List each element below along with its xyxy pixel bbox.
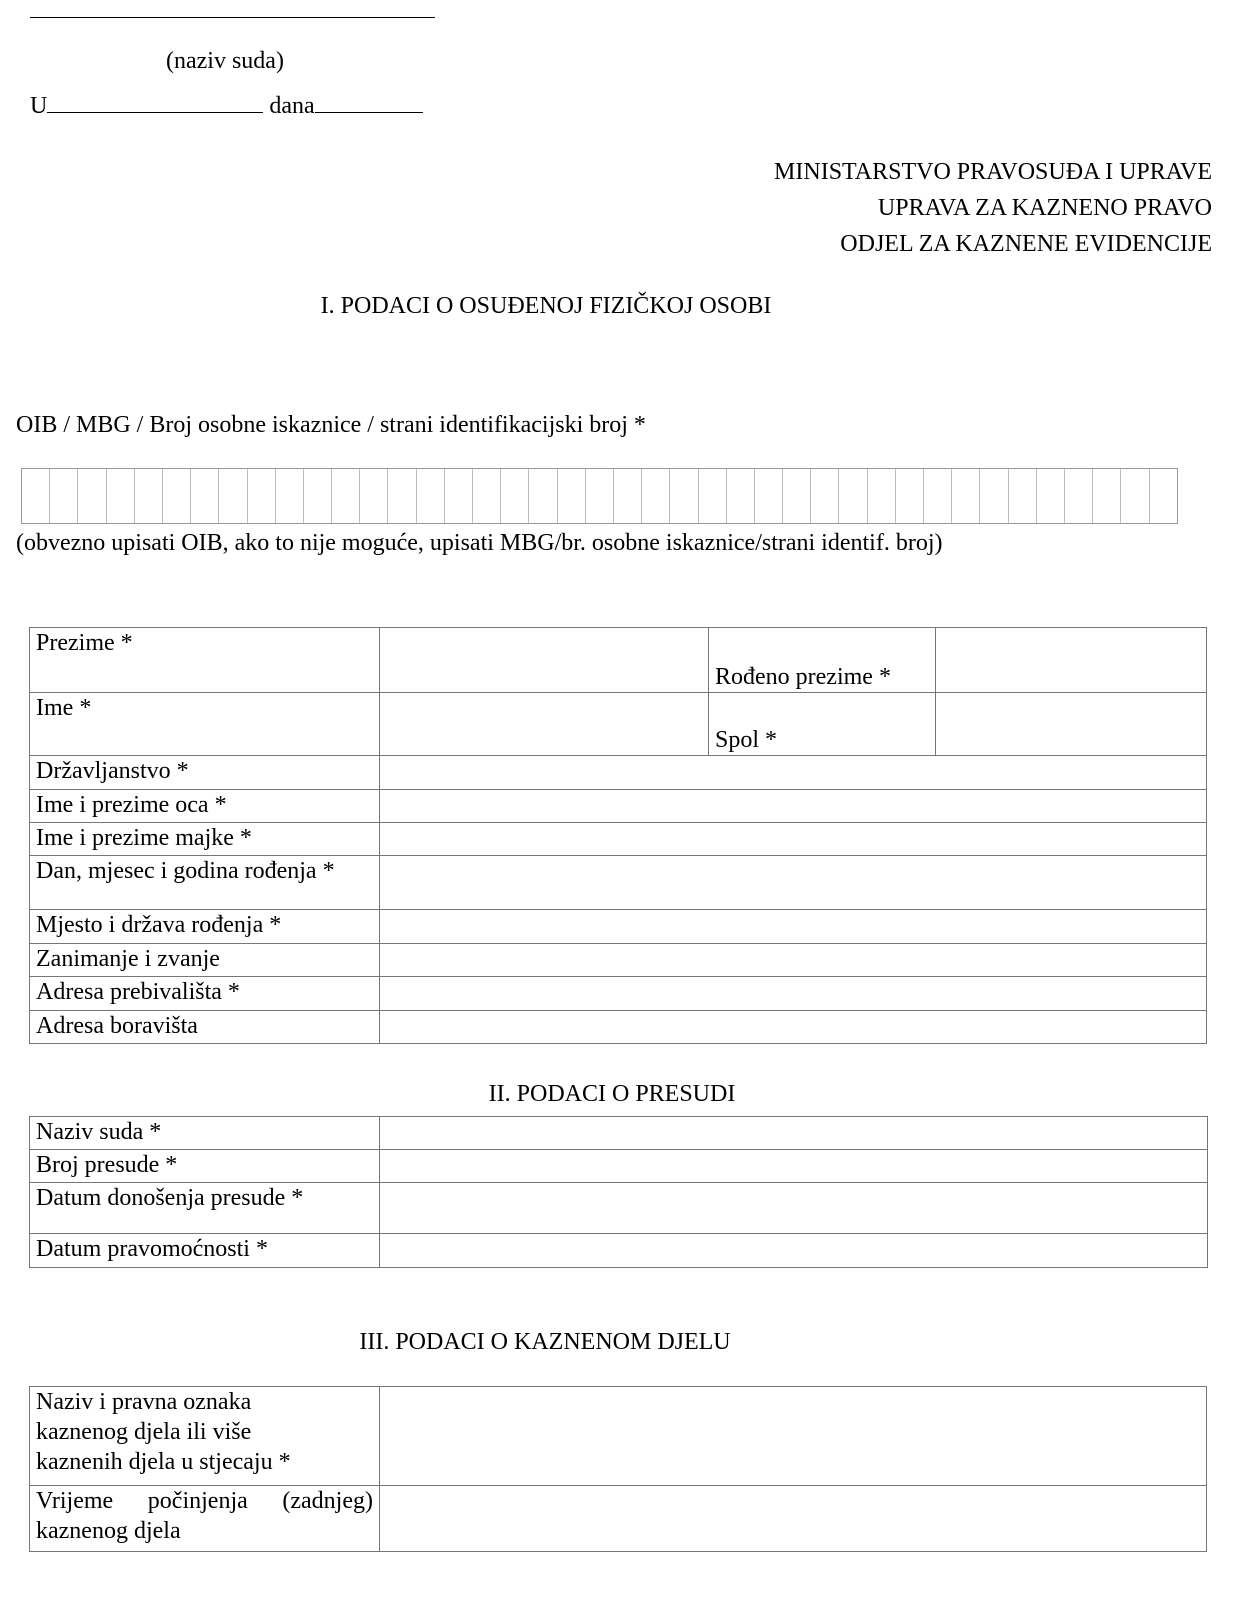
- date-field[interactable]: [315, 90, 423, 113]
- id-digit-box[interactable]: [727, 469, 755, 523]
- judgment-date-field[interactable]: [380, 1183, 1208, 1234]
- id-digit-box[interactable]: [924, 469, 952, 523]
- id-digit-box[interactable]: [473, 469, 501, 523]
- citizenship-field[interactable]: [380, 756, 1207, 790]
- id-digit-box[interactable]: [952, 469, 980, 523]
- offence-name-label: [30, 1387, 380, 1486]
- id-digit-box[interactable]: [1150, 469, 1177, 523]
- place-field[interactable]: [47, 90, 263, 113]
- id-digit-box[interactable]: [163, 469, 191, 523]
- father-name-field[interactable]: [380, 790, 1207, 823]
- id-digit-box[interactable]: [78, 469, 106, 523]
- id-digit-box[interactable]: [811, 469, 839, 523]
- id-digit-box[interactable]: [107, 469, 135, 523]
- id-number-label: OIB / MBG / Broj osobne iskaznice / strani identifikacijski broj *: [16, 412, 646, 438]
- section-2-title: II. PODACI O PRESUDI: [488, 1081, 736, 1107]
- offence-time-field[interactable]: [380, 1486, 1207, 1552]
- id-digit-box[interactable]: [501, 469, 529, 523]
- stay-address-label: Adresa boravišta: [30, 1011, 380, 1044]
- stay-address-field[interactable]: [380, 1011, 1207, 1044]
- residence-field[interactable]: [380, 977, 1207, 1011]
- birth-surname-field[interactable]: [936, 628, 1207, 693]
- birth-place-field[interactable]: [380, 910, 1207, 944]
- section-1-title: I. PODACI O OSUĐENOJ FIZIČKOJ OSOBI: [320, 293, 772, 319]
- ministry-line-3: ODJEL ZA KAZNENE EVIDENCIJE: [840, 231, 1212, 257]
- offence-label-line: Naziv i pravna oznaka: [36, 1389, 252, 1415]
- ministry-line-2: UPRAVA ZA KAZNENO PRAVO: [877, 195, 1212, 221]
- id-digit-box[interactable]: [360, 469, 388, 523]
- id-digit-box[interactable]: [614, 469, 642, 523]
- id-digit-box[interactable]: [304, 469, 332, 523]
- judgment-date-label: Datum donošenja presude *: [30, 1183, 380, 1234]
- court-name-line[interactable]: [30, 17, 435, 18]
- birth-place-label: Mjesto i država rođenja *: [30, 910, 380, 944]
- id-digit-box[interactable]: [191, 469, 219, 523]
- mother-name-label: Ime i prezime majke *: [30, 823, 380, 856]
- name-label: Ime *: [30, 693, 380, 756]
- id-number-note: (obvezno upisati OIB, ako to nije moguće, upisati MBG/br. osobne iskaznice/strani identif. broj): [16, 530, 943, 556]
- offence-time-label-line: kaznenog djela: [36, 1518, 181, 1544]
- id-digit-box[interactable]: [388, 469, 416, 523]
- offence-label-line: kaznenog djela ili više: [36, 1419, 252, 1445]
- id-digit-box[interactable]: [529, 469, 557, 523]
- id-number-boxes[interactable]: [21, 468, 1178, 524]
- id-digit-box[interactable]: [50, 469, 78, 523]
- offence-table: [29, 1386, 1207, 1552]
- id-digit-box[interactable]: [276, 469, 304, 523]
- judgment-number-field[interactable]: [380, 1150, 1208, 1183]
- finality-date-label: Datum pravomoćnosti *: [30, 1234, 380, 1268]
- id-digit-box[interactable]: [839, 469, 867, 523]
- offence-label-line: kaznenih djela u stjecaju *: [36, 1449, 291, 1475]
- ministry-line-1: MINISTARSTVO PRAVOSUĐA I UPRAVE: [774, 159, 1212, 185]
- name-field[interactable]: [380, 693, 709, 756]
- id-digit-box[interactable]: [783, 469, 811, 523]
- birth-surname-label: Rođeno prezime *: [709, 628, 936, 693]
- citizenship-label: Državljanstvo *: [30, 756, 380, 790]
- offence-time-label: [30, 1486, 380, 1552]
- occupation-field[interactable]: [380, 944, 1207, 977]
- id-digit-box[interactable]: [445, 469, 473, 523]
- place-prefix: U: [30, 93, 48, 119]
- ministry-address: [774, 154, 1212, 262]
- place-date-line: [30, 90, 423, 120]
- id-digit-box[interactable]: [896, 469, 924, 523]
- section-3-title: III. PODACI O KAZNENOM DJELU: [359, 1329, 731, 1355]
- id-digit-box[interactable]: [980, 469, 1008, 523]
- sex-label: Spol *: [709, 693, 936, 756]
- surname-field[interactable]: [380, 628, 709, 693]
- date-label: dana: [269, 93, 315, 119]
- occupation-label: Zanimanje i zvanje: [30, 944, 380, 977]
- id-digit-box[interactable]: [1121, 469, 1149, 523]
- id-digit-box[interactable]: [868, 469, 896, 523]
- id-digit-box[interactable]: [1065, 469, 1093, 523]
- judgment-number-label: Broj presude *: [30, 1150, 380, 1183]
- personal-data-table: [29, 627, 1207, 1044]
- sex-field[interactable]: [936, 693, 1207, 756]
- id-digit-box[interactable]: [248, 469, 276, 523]
- id-digit-box[interactable]: [22, 469, 50, 523]
- id-digit-box[interactable]: [219, 469, 247, 523]
- residence-label: Adresa prebivališta *: [30, 977, 380, 1011]
- birth-date-label: Dan, mjesec i godina rođenja *: [30, 856, 380, 910]
- id-digit-box[interactable]: [1037, 469, 1065, 523]
- judgment-table: [29, 1116, 1208, 1268]
- finality-date-field[interactable]: [380, 1234, 1208, 1268]
- court-name-label: (naziv suda): [166, 48, 284, 74]
- id-digit-box[interactable]: [332, 469, 360, 523]
- father-name-label: Ime i prezime oca *: [30, 790, 380, 823]
- surname-label: Prezime *: [30, 628, 380, 693]
- id-digit-box[interactable]: [586, 469, 614, 523]
- id-digit-box[interactable]: [135, 469, 163, 523]
- birth-date-field[interactable]: [380, 856, 1207, 910]
- id-digit-box[interactable]: [642, 469, 670, 523]
- id-digit-box[interactable]: [755, 469, 783, 523]
- offence-time-label-line: Vrijeme počinjenja (zadnjeg): [36, 1488, 373, 1514]
- id-digit-box[interactable]: [417, 469, 445, 523]
- id-digit-box[interactable]: [699, 469, 727, 523]
- id-digit-box[interactable]: [558, 469, 586, 523]
- mother-name-field[interactable]: [380, 823, 1207, 856]
- offence-name-field[interactable]: [380, 1387, 1207, 1486]
- id-digit-box[interactable]: [1009, 469, 1037, 523]
- id-digit-box[interactable]: [1093, 469, 1121, 523]
- id-digit-box[interactable]: [670, 469, 698, 523]
- court-name-field[interactable]: [380, 1117, 1208, 1150]
- court-name-row-label: Naziv suda *: [30, 1117, 380, 1150]
